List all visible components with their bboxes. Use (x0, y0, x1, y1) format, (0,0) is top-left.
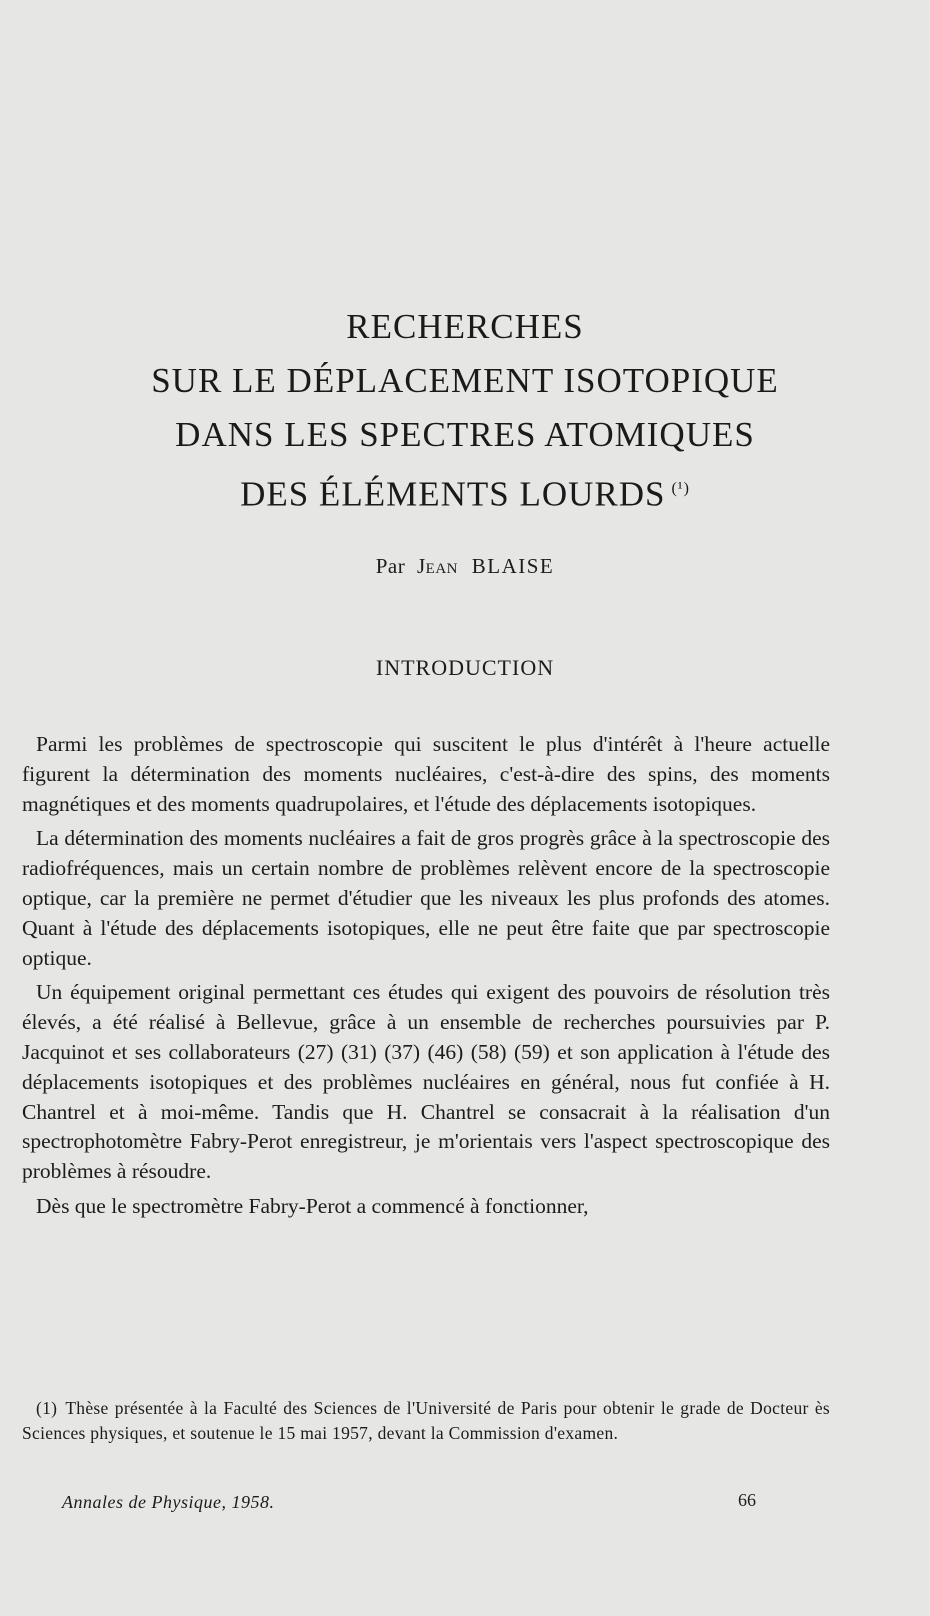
title-line-3: DANS LES SPECTRES ATOMIQUES (175, 415, 755, 454)
section-heading: INTRODUCTION (375, 655, 555, 680)
footnote-mark: (1) (36, 1398, 58, 1418)
title-line-1: RECHERCHES (346, 307, 584, 346)
article-body (22, 730, 830, 1227)
author-prefix: Par (375, 554, 406, 578)
title-line-2: SUR LE DÉPLACEMENT ISOTOPIQUE (151, 361, 779, 400)
footnote (22, 1396, 830, 1446)
paragraph-2: La détermination des moments nucléaires a fait de gros progrès grâce à la spectroscopie des radiofréquences, mais un certain nombre de problèmes relèvent encore de la spectroscopie optique, car la première ne permet d'étudier que les niveaux les plus profonds des atomes. Quant à l'étude des déplacements isotopiques, elle ne peut être faite que par spectroscopie optique. (22, 826, 830, 970)
author-line (0, 554, 930, 579)
page-number: 66 (738, 1490, 756, 1510)
author-first-name: Jean (417, 554, 458, 578)
paragraph-3: Un équipement original permettant ces études qui exigent des pouvoirs de résolution très élevés, a été réalisé à Bellevue, grâce à un ensemble de recherches poursuivies par P. Jacquinot et ses collaborateurs (27) (31) (37) (46) (58) (59) et son application à l'étude des déplacements isotopiques et des problèmes nucléaires en général, nous fut confiée à H. Chantrel et à moi-même. Tandis que H. Chantrel se consacrait à la réalisation d'un spectrophotomètre Fabry-Perot enregistreur, je m'orientais vers l'aspect spectroscopique des problèmes à résoudre. (22, 980, 830, 1184)
title-line-4 (0, 462, 930, 522)
paragraph-1: Parmi les problèmes de spectroscopie qui suscitent le plus d'intérêt à l'heure actuelle figurent la détermination des moments nucléaires, c'est-à-dire des spins, des moments magnétiques et des moments quadrupolaires, et l'étude des déplacements isotopiques. (22, 732, 830, 816)
article-title (0, 300, 930, 522)
author-last-name: BLAISE (471, 554, 555, 578)
footnote-text: Thèse présentée à la Faculté des Sciences de l'Université de Paris pour obtenir le grade de Docteur ès Sciences physiques, et soutenue le 15 mai 1957, devant la Commission d'examen. (22, 1398, 830, 1443)
journal-reference: Annales de Physique, 1958. (62, 1492, 275, 1512)
title-line-4-text: DES ÉLÉMENTS LOURDS (240, 474, 666, 514)
title-footnote-ref: (¹) (671, 480, 690, 497)
paragraph-4: Dès que le spectromètre Fabry-Perot a commencé à fonctionner, (36, 1193, 589, 1218)
